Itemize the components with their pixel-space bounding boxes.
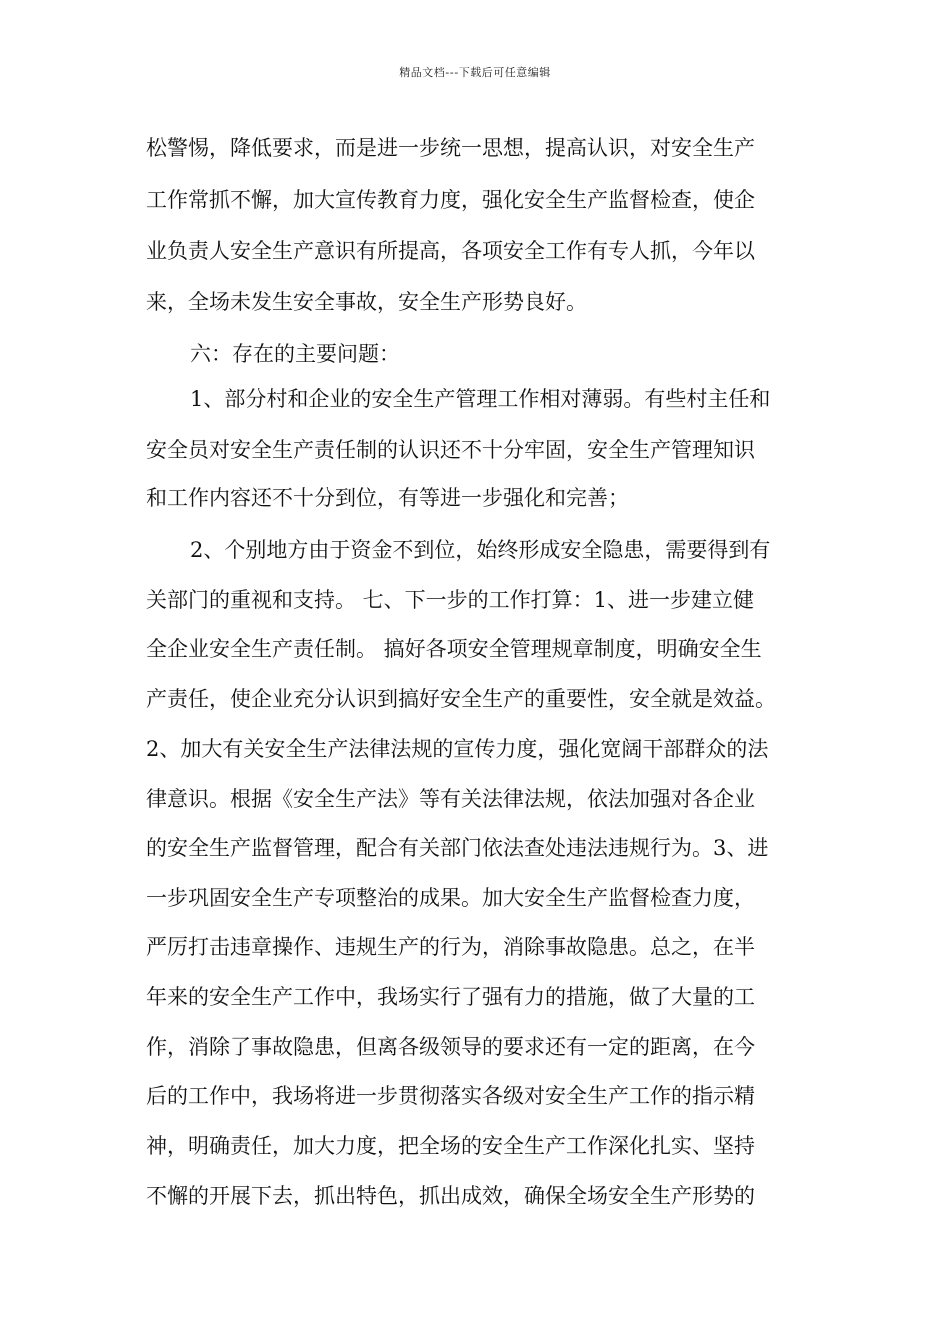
- text-line: 产责任，使企业充分认识到搞好安全生产的重要性，安全就是效益。: [146, 687, 776, 711]
- text-line: 作，消除了事故隐患，但离各级领导的要求还有一定的距离，在今: [146, 1035, 755, 1059]
- text-line: 的安全生产监督管理，配合有关部门依法查处违法违规行为。3、进: [146, 836, 769, 860]
- text-line: 后的工作中，我场将进一步贯彻落实各级对安全生产工作的指示精: [146, 1084, 755, 1108]
- text-line: 业负责人安全生产意识有所提高，各项安全工作有专人抓，今年以: [146, 239, 755, 263]
- text-line: 关部门的重视和支持。 七、下一步的工作打算：1、进一步建立健: [146, 588, 755, 612]
- text-line: 律意识。根据《安全生产法》等有关法律法规，依法加强对各企业: [146, 787, 755, 811]
- text-line: 严厉打击违章操作、违规生产的行为，消除事故隐患。总之，在半: [146, 935, 755, 959]
- section-heading: 六：存在的主要问题：: [190, 342, 400, 366]
- text-line: 不懈的开展下去，抓出特色，抓出成效，确保全场安全生产形势的: [146, 1184, 755, 1208]
- text-line: 安全员对安全生产责任制的认识还不十分牢固，安全生产管理知识: [146, 438, 755, 462]
- text-line: 2、加大有关安全生产法律法规的宣传力度，强化宽阔干部群众的法: [146, 737, 769, 761]
- text-line: 和工作内容还不十分到位，有等进一步强化和完善；: [146, 486, 629, 510]
- text-line: 松警惕，降低要求，而是进一步统一思想，提高认识，对安全生产: [146, 136, 755, 160]
- text-line: 一步巩固安全生产专项整治的成果。加大安全生产监督检查力度，: [146, 886, 755, 910]
- text-line: 神，明确责任，加大力度，把全场的安全生产工作深化扎实、坚持: [146, 1134, 755, 1158]
- text-line: 来，全场未发生安全事故，安全生产形势良好。: [146, 290, 587, 314]
- text-line: 年来的安全生产工作中，我场实行了强有力的措施，做了大量的工: [146, 985, 755, 1009]
- text-line: 全企业安全生产责任制。 搞好各项安全管理规章制度，明确安全生: [146, 637, 762, 661]
- text-line: 2、个别地方由于资金不到位，始终形成安全隐患，需要得到有: [190, 538, 771, 562]
- text-line: 1、部分村和企业的安全生产管理工作相对薄弱。有些村主任和: [190, 387, 771, 411]
- text-line: 工作常抓不懈，加大宣传教育力度，强化安全生产监督检查，使企: [146, 188, 755, 212]
- page-header: 精品文档---下载后可任意编辑: [399, 66, 551, 79]
